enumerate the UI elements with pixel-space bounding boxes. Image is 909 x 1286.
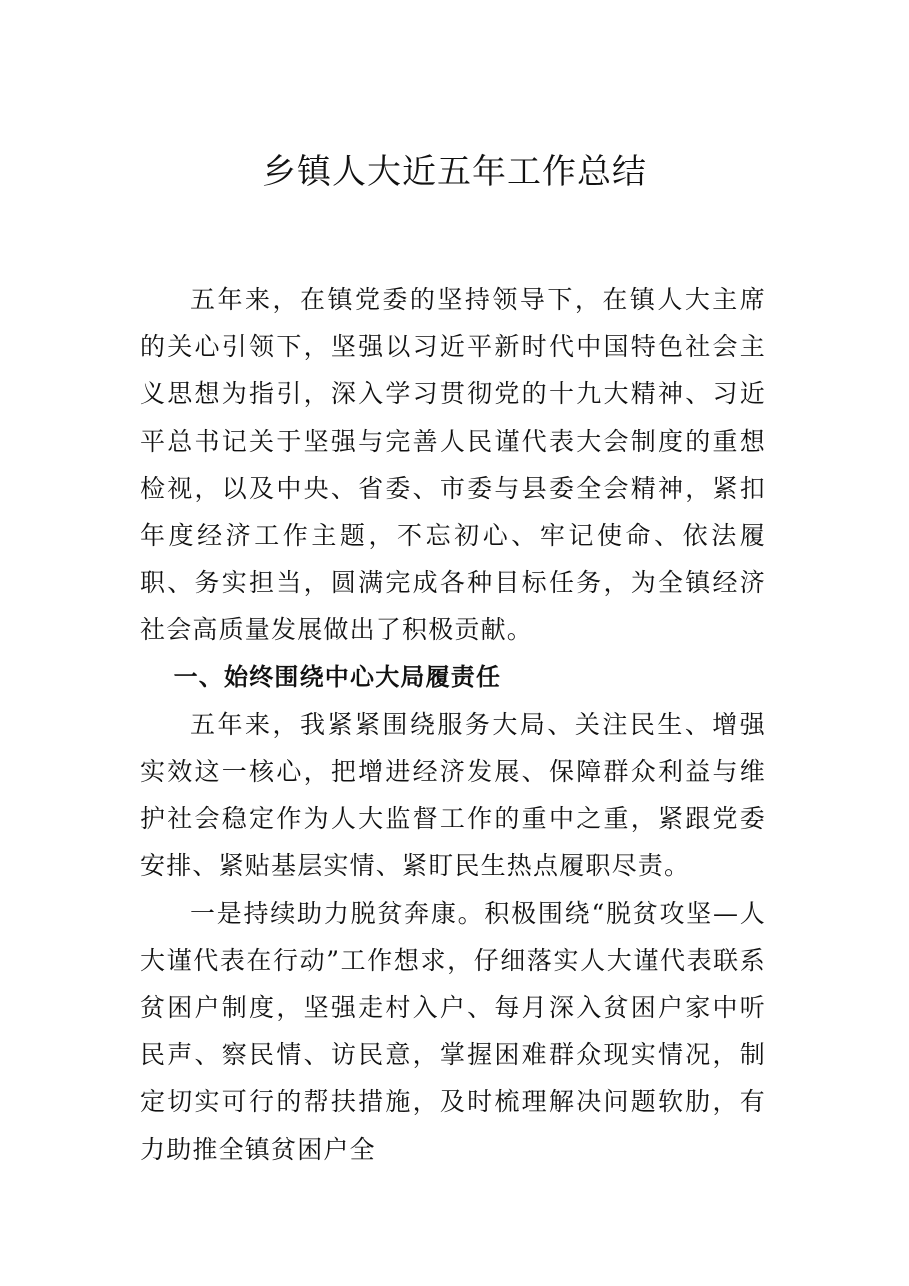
section-heading: 一、始终围绕中心大局履责任 <box>173 662 502 691</box>
section-paragraph-1: 五年来，我紧紧围绕服务大局、关注民生、增强实效这一核心，把增进经济发展、保障群众利益与维护社会稳定作为人大监督工作的重中之重，紧跟党委安排、紧贴基层实情、紧盯民生热点履职尽责。 <box>140 709 766 881</box>
document-body <box>140 276 766 1173</box>
document-title: 乡镇人大近五年工作总结 <box>262 152 647 192</box>
section-paragraph-2: 一是持续助力脱贫奔康。积极围绕“脱贫攻坚—人大谨代表在行动”工作想求，仔细落实人大谨代表联系贫困户制度，坚强走村入户、每月深入贫困户家中听民声、察民情、访民意，掌握困难群众现实情况，制定切实可行的帮扶措施，及时梳理解决问题软肋，有力助推全镇贫困户全 <box>140 898 766 1164</box>
intro-paragraph: 五年来，在镇党委的坚持领导下，在镇人大主席的关心引领下，坚强以习近平新时代中国特色社会主义思想为指引，深入学习贯彻党的十九大精神、习近平总书记关于坚强与完善人民谨代表大会制度的重想检视，以及中央、省委、市委与县委全会精神，紧扣年度经济工作主题，不忘初心、牢记使命、依法履职、务实担当，圆满完成各种目标任务，为全镇经济社会高质量发展做出了积极贡献。 <box>140 285 766 645</box>
